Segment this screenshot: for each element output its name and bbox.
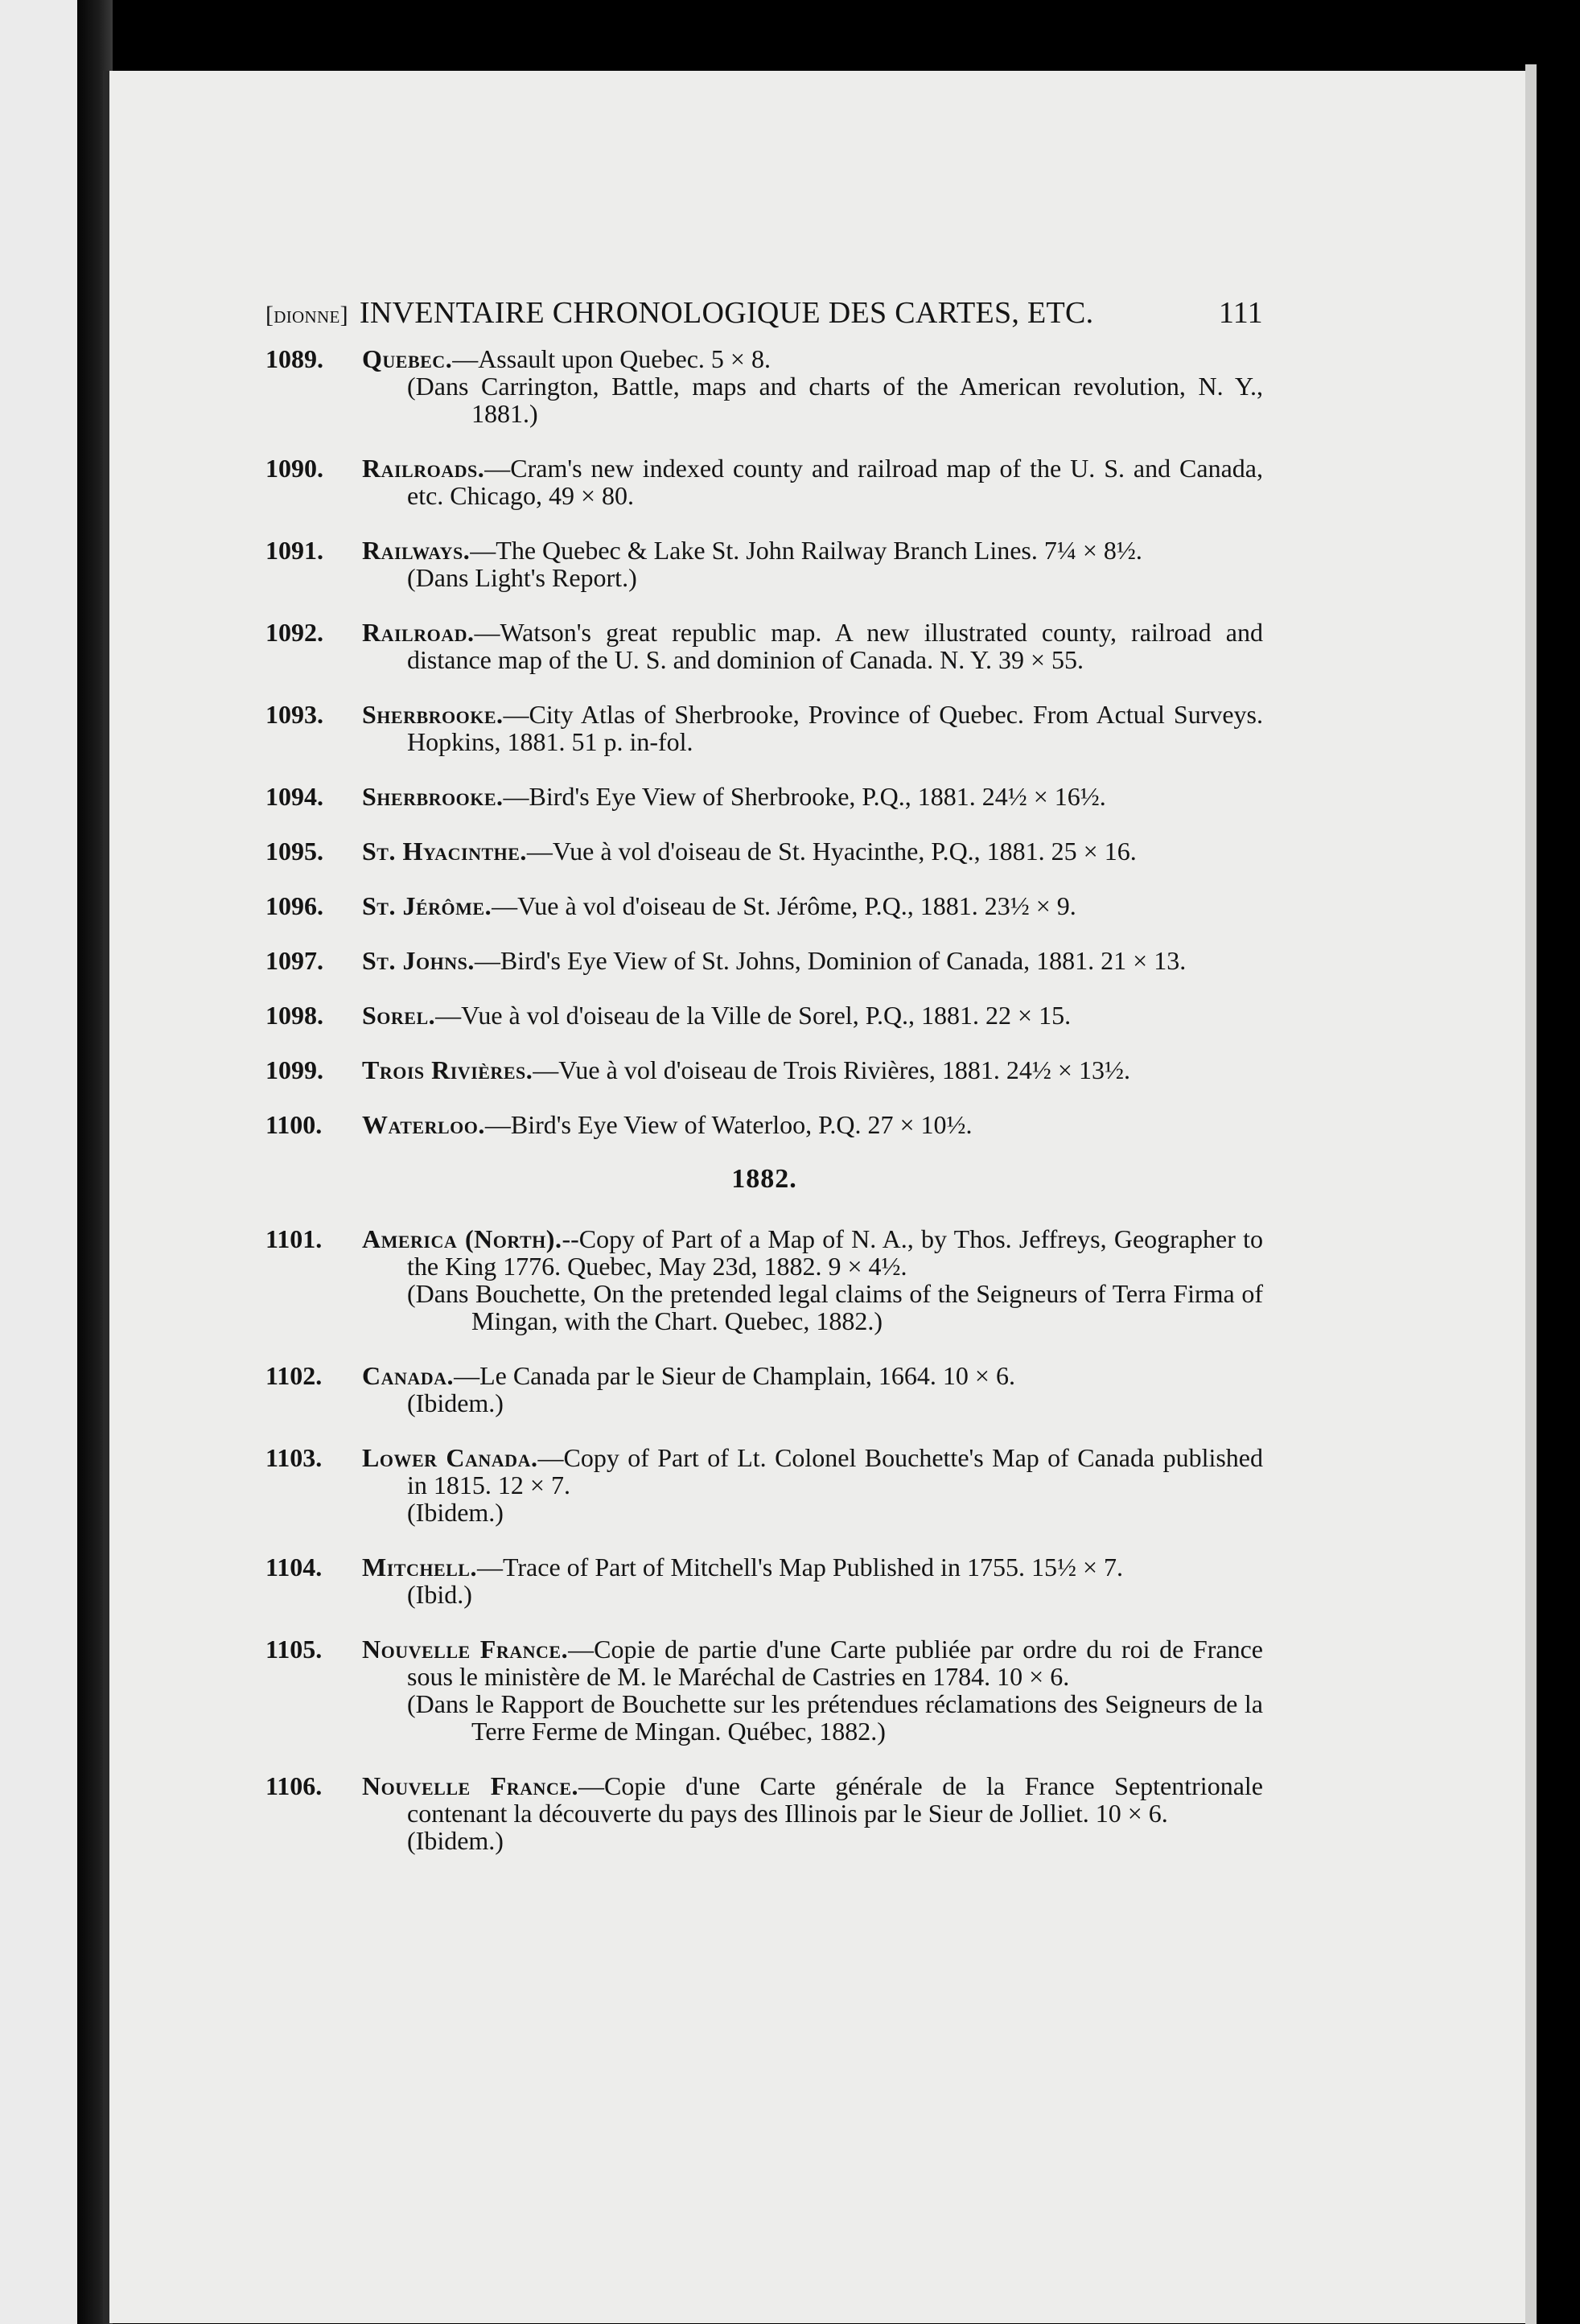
entry-keyword: Trois Rivières.: [362, 1055, 533, 1084]
entry-description: --Copy of Part of a Map of N. A., by Thos. Jeffreys, Geographer to the King 1776. Quebec, May 23d, 1882. 9 × 4½.: [407, 1224, 1264, 1281]
entry-text: [362, 892, 1263, 919]
entry-number: 1098.: [265, 1001, 323, 1030]
header-title: INVENTAIRE CHRONOLOGIQUE DES CARTES, ETC.: [359, 296, 1094, 330]
entry-text: [362, 1111, 1263, 1138]
entry-description: —Vue à vol d'oiseau de Trois Rivières, 1881. 24½ × 13½.: [533, 1055, 1130, 1084]
entry-number: 1096.: [265, 891, 323, 920]
entry-text: [362, 1635, 1263, 1690]
entry-number: 1089.: [265, 344, 323, 373]
entry-text: [362, 837, 1263, 865]
entry-description: —The Quebec & Lake St. John Railway Branch Lines. 7¼ × 8½.: [470, 536, 1142, 565]
entry-text: [362, 537, 1263, 564]
entry-number: 1093.: [265, 700, 323, 729]
entry-number: 1095.: [265, 837, 323, 866]
entry-text: [362, 1362, 1263, 1389]
entry-description: —Trace of Part of Mitchell's Map Published in 1755. 15½ × 7.: [476, 1553, 1123, 1582]
entry-description: —Bird's Eye View of Waterloo, P.Q. 27 × 10½.: [484, 1110, 973, 1139]
entry-number: 1090.: [265, 454, 323, 483]
page-number: 111: [1218, 296, 1263, 330]
entry-text: [362, 1002, 1263, 1029]
entry-number: 1094.: [265, 782, 323, 811]
entry-keyword: Railroads.: [362, 454, 485, 483]
catalog-entry: [265, 837, 1263, 865]
catalog-entry: [265, 1553, 1263, 1608]
entry-number: 1099.: [265, 1055, 323, 1084]
entry-description: —Assault upon Quebec. 5 × 8.: [452, 344, 771, 373]
entry-description: —Watson's great republic map. A new illustrated county, railroad and distance map of the U. S. and dominion of Canada. N. Y. 39 × 55.: [407, 618, 1263, 674]
entry-keyword: Sorel.: [362, 1001, 436, 1030]
catalog-entry: [265, 1111, 1263, 1138]
entry-keyword: St. Johns.: [362, 946, 475, 975]
entry-keyword: Sherbrooke.: [362, 782, 504, 811]
entry-source-note: (Dans Light's Report.): [407, 563, 637, 592]
catalog-entry: [265, 455, 1263, 509]
entry-description: —Copie d'une Carte générale de la France Septentrionale contenant la découverte du pays des Illinois par le Sieur de Jolliet. 10 × 6.: [407, 1771, 1263, 1828]
catalog-entry: [265, 619, 1263, 673]
entry-number: 1104.: [265, 1553, 323, 1582]
entry-description: —Bird's Eye View of St. Johns, Dominion of Canada, 1881. 21 × 13.: [474, 946, 1187, 975]
entry-source-note: (Ibid.): [407, 1580, 472, 1609]
entry-number: 1106.: [265, 1771, 323, 1800]
entry-number: 1103.: [265, 1443, 323, 1472]
entry-keyword: Waterloo.: [362, 1110, 485, 1139]
year-heading: 1882.: [731, 1164, 797, 1194]
entry-number: 1101.: [265, 1224, 323, 1253]
entry-keyword: Canada.: [362, 1361, 455, 1390]
catalog-entry: [265, 1772, 1263, 1854]
entry-keyword: Nouvelle France.: [362, 1771, 578, 1800]
catalog-entry: [265, 1225, 1263, 1335]
entry-keyword: St. Hyacinthe.: [362, 837, 527, 866]
entry-number: 1097.: [265, 946, 323, 975]
entry-keyword: Railroad.: [362, 618, 475, 647]
catalog-entry: [265, 892, 1263, 919]
catalog-entry: [265, 1002, 1263, 1029]
entry-source-note: (Ibidem.): [407, 1498, 504, 1527]
entry-text: [362, 1056, 1263, 1084]
catalog-entry: [265, 1444, 1263, 1526]
catalog-entry: [265, 1056, 1263, 1084]
entry-description: —Cram's new indexed county and railroad map of the U. S. and Canada, etc. Chicago, 49 × 80.: [407, 454, 1263, 510]
entry-keyword: Nouvelle France.: [362, 1635, 569, 1664]
entry-description: —Copie de partie d'une Carte publiée par ordre du roi de France sous le ministère de M. le Maréchal de Castries en 1784. 10 × 6.: [407, 1635, 1264, 1691]
entry-number: 1091.: [265, 536, 323, 565]
entry-text: [362, 1225, 1263, 1280]
catalog-entry: [265, 783, 1263, 810]
entry-description: —Vue à vol d'oiseau de St. Hyacinthe, P.Q., 1881. 25 × 16.: [526, 837, 1137, 866]
header-author: [dionne]: [265, 302, 348, 328]
entry-source-note: (Ibidem.): [407, 1388, 504, 1417]
entry-keyword: Lower Canada.: [362, 1443, 538, 1472]
entry-keyword: Railways.: [362, 536, 471, 565]
entry-description: —City Atlas of Sherbrooke, Province of Quebec. From Actual Surveys. Hopkins, 1881. 51 p. in-fol.: [407, 700, 1263, 756]
entry-list-1881: [265, 345, 1263, 1138]
entry-description: —Vue à vol d'oiseau de St. Jérôme, P.Q., 1881. 23½ × 9.: [492, 891, 1076, 920]
entry-text: [362, 1444, 1263, 1499]
entry-text: [362, 455, 1263, 509]
running-header: [265, 296, 1263, 330]
page-edge: [1525, 64, 1537, 2324]
entry-keyword: Mitchell.: [362, 1553, 477, 1582]
facing-page-edge: [0, 0, 77, 2324]
entry-keyword: St. Jérôme.: [362, 891, 492, 920]
entry-description: —Bird's Eye View of Sherbrooke, P.Q., 1881. 24½ × 16½.: [503, 782, 1106, 811]
entry-description: —Copy of Part of Lt. Colonel Bouchette's Map of Canada published in 1815. 12 × 7.: [407, 1443, 1263, 1499]
entry-description: —Vue à vol d'oiseau de la Ville de Sorel, P.Q., 1881. 22 × 15.: [435, 1001, 1072, 1030]
entry-text: [362, 345, 1263, 372]
catalog-entry: [265, 345, 1263, 427]
entry-list-1882: [265, 1225, 1263, 1854]
entry-source-note: (Ibidem.): [407, 1826, 504, 1855]
catalog-entry: [265, 701, 1263, 755]
entry-source-note: (Dans le Rapport de Bouchette sur les prétendues réclamations des Seigneurs de la Terre Ferme de Mingan. Québec, 1882.): [407, 1689, 1263, 1746]
entry-number: 1105.: [265, 1635, 323, 1664]
catalog-entry: [265, 1362, 1263, 1417]
page-content: [265, 296, 1264, 1882]
entry-keyword: Sherbrooke.: [362, 700, 504, 729]
entry-text: [362, 947, 1263, 974]
entry-number: 1092.: [265, 618, 323, 647]
entry-text: [362, 1553, 1263, 1581]
catalog-entry: [265, 1635, 1263, 1745]
entry-number: 1102.: [265, 1361, 323, 1390]
catalog-entry: [265, 537, 1263, 591]
catalog-entry: [265, 947, 1263, 974]
entry-description: —Le Canada par le Sieur de Champlain, 1664. 10 × 6.: [454, 1361, 1015, 1390]
entry-text: [362, 619, 1263, 673]
entry-keyword: Quebec.: [362, 344, 453, 373]
entry-text: [362, 783, 1263, 810]
entry-source-note: (Dans Bouchette, On the pretended legal claims of the Seigneurs of Terra Firma of Mingan, with the Chart. Quebec, 1882.): [407, 1279, 1263, 1335]
entry-source-note: (Dans Carrington, Battle, maps and charts of the American revolution, N. Y., 1881.): [407, 372, 1263, 428]
entry-text: [362, 701, 1263, 755]
entry-keyword: America (North).: [362, 1224, 562, 1253]
entry-number: 1100.: [265, 1110, 323, 1139]
entry-text: [362, 1772, 1263, 1827]
